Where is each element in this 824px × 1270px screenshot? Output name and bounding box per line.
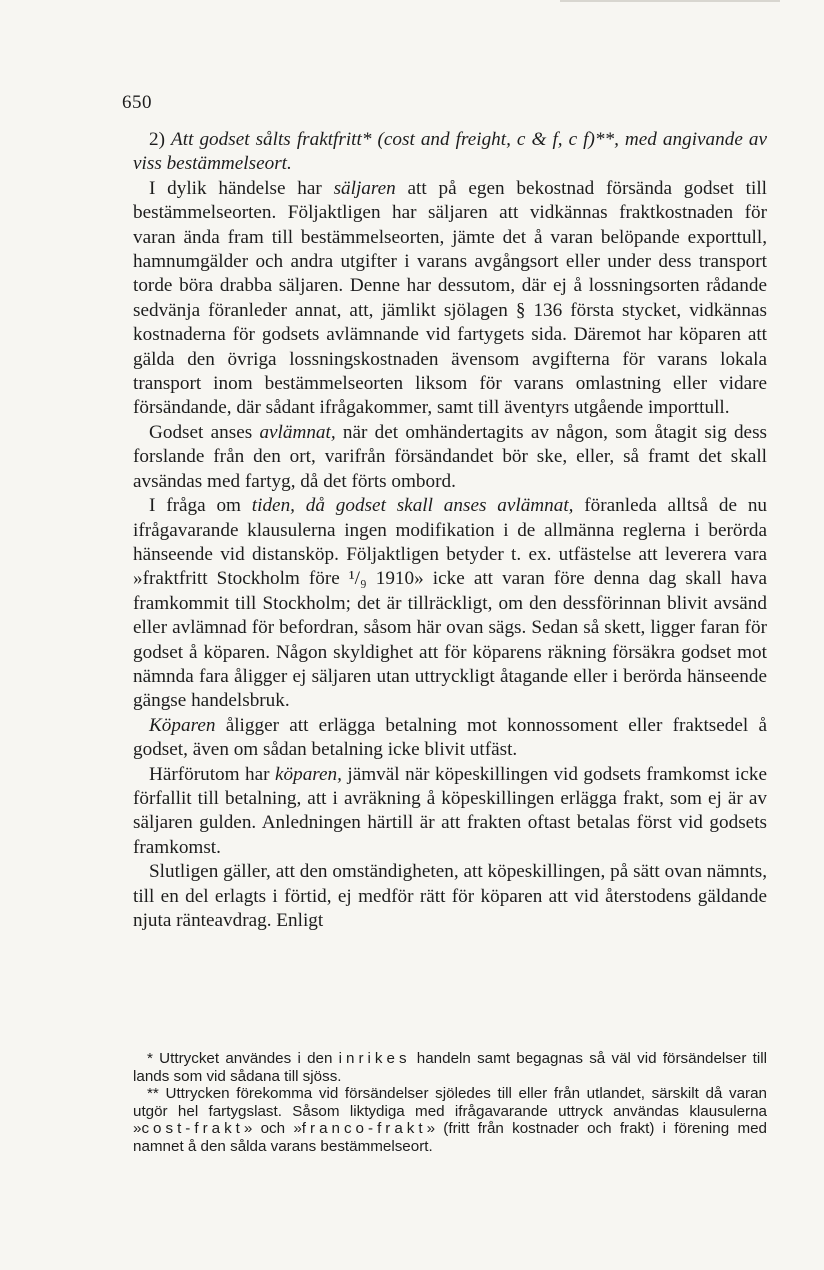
section-heading: [133, 128, 767, 177]
scan-edge-line: [560, 0, 780, 2]
paragraph-emphasis: köparen,: [274, 763, 342, 785]
footnote-text: Uttrycket användes i den: [159, 1050, 339, 1067]
main-text: [133, 128, 767, 933]
footnote-text: Uttrycken förekomma vid försändelser sjöledes till eller från utlandet, särskilt då varan utgör hel fartygslast. Såsom liktydiga med ifrågavarande uttryck användas klausulerna »: [133, 1085, 767, 1138]
footnote: [133, 1050, 767, 1085]
footnotes: [133, 1050, 767, 1156]
paragraph-text: Slutligen gäller, att den omständigheten, att köpeskillingen, på sätt ovan nämnts, till en del erlagts i förtid, ej medför rätt för köparen att vid återstodens gäldande njuta ränteavdrag. Enligt: [133, 861, 767, 931]
paragraph-emphasis: säljaren: [333, 177, 396, 199]
paragraph: [133, 177, 767, 421]
paragraph-text: föranleda alltså de nu ifrågavarande klausulerna ingen modifikation i de allmänna reglerna i berörda hänseende vid distansköp. Följaktligen betyder t. ex. utfästelse att leverera vara »fraktfritt Stockholm före ¹/₉ 1910» icke att varan före denna dag skall hava framkommit till Stockholm; det är tillräckligt, om den dessförinnan blivit avsänd eller avlämnad för befordran, såsom här ovan sägs. Sedan så skett, ligger faran för godset å köparen. Någon skyldighet att för köparens räkning försäkra godset mot nämnda fara åligger ej säljaren utan uttryckligt åtagande eller i berörda hänseende gängse handelsbruk.: [133, 495, 768, 712]
footnote-marker: *: [147, 1050, 153, 1067]
paragraph: [133, 421, 767, 494]
footnote-spaced-term: franco-frakt: [301, 1120, 427, 1138]
footnote-spaced-term: cost-frakt: [141, 1120, 244, 1138]
paragraph-text: när det omhändertagits av någon, som åtagit sig dess forslande från den ort, varifrån försändandet bör ske, eller, så framt det skall avsändas med fartyg, då det förts ombord.: [133, 421, 768, 492]
paragraph: [133, 494, 767, 714]
footnote-spaced-term: inrikes: [338, 1050, 411, 1067]
footnote-text: » (fritt från kostnader och frakt) i förening med namnet å den sålda varans bestämmelseort.: [133, 1120, 767, 1155]
page-number: 650: [122, 92, 152, 113]
footnote-text: handeln samt begagnas så väl vid försändelser till lands som vid sådana till sjöss.: [133, 1050, 767, 1085]
paragraph: [133, 763, 767, 861]
paragraph-text: I fråga om: [149, 495, 252, 517]
paragraph-text: åligger att erlägga betalning mot konnossoment eller fraktsedel å godset, även om sådan betalning icke blivit utfäst.: [133, 714, 767, 761]
paragraph-text: I dylik händelse har: [149, 177, 334, 199]
paragraph-text: Härförutom har: [149, 763, 275, 785]
footnote-marker: **: [147, 1085, 159, 1103]
paragraph: [133, 860, 767, 933]
section-heading-title: Att godset sålts fraktfritt* (cost and freight, c & f, c f)**, med angivande av viss bestämmelseort.: [133, 129, 767, 175]
paragraph-emphasis: tiden, då godset skall anses avlämnat,: [251, 495, 574, 517]
paragraph-text: Godset anses: [149, 421, 260, 443]
section-heading-prefix: 2): [149, 129, 165, 150]
paragraph-text: jämväl när köpeskillingen vid godsets framkomst icke förfallit till betalning, att i avräkning å köpeskillingen erlägga frakt, som ej är av säljaren gulden. Anledningen härtill är att frakten oftast betalas först vid godsets framkomst.: [133, 763, 767, 858]
paragraph-emphasis: Köparen: [149, 714, 216, 736]
footnote: [133, 1085, 767, 1155]
paragraph-text: att på egen bekostnad försända godset till bestämmelseorten. Följaktligen har säljaren att vidkännas fraktkostnaden för varan ända fram till bestämmelseorten, jämte det å varan belöpande exporttull, hamnumgälder och andra utgifter i varans avgångsort eller under dess transport torde böra drabba säljaren. Denne har dessutom, där ej å lossningsorten rådande sedvänja föranleder annat, att, jämlikt sjölagen § 136 första stycket, vidkännas kostnaderna för godsets avlämnande vid fartygets sida. Däremot har köparen att gälda den övriga lossningskostnaden ävensom avgifterna för varans lokala transport inom bestämmelseorten liksom för varans omlastning eller vidare försändande, där sådant ifrågakommer, samt till äventyrs utgående importtull.: [133, 177, 767, 419]
paragraph-emphasis: avlämnat,: [259, 421, 336, 443]
footnote-text: » och »: [243, 1120, 302, 1138]
paragraph: [133, 714, 767, 763]
